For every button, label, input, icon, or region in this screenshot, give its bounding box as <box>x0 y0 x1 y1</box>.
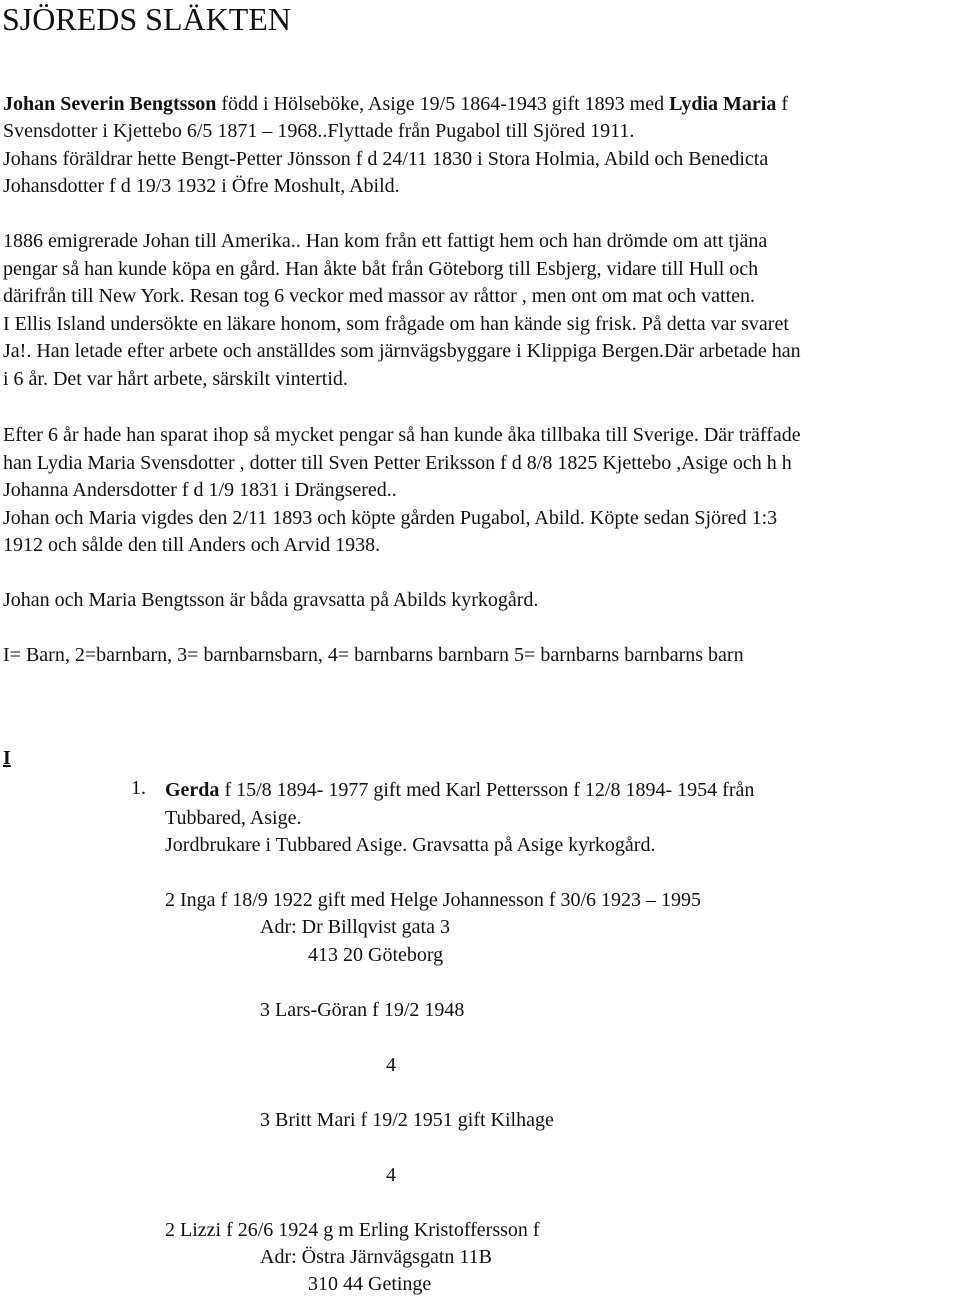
lizzi-line: 2 Lizzi f 26/6 1924 g m Erling Kristoffersson f <box>165 1219 540 1241</box>
burial-line: Johan och Maria Bengtsson är båda gravsatta på Abilds kyrkogård. <box>3 589 539 611</box>
lizzi-address-2: 310 44 Getinge <box>308 1273 432 1295</box>
gerda-line-1 <box>165 778 754 802</box>
lydia-name: Lydia Maria <box>669 93 777 115</box>
gerda-line-2: Tubbared, Asige. <box>165 807 302 829</box>
generation-legend: I= Barn, 2=barnbarn, 3= barnbarnsbarn, 4= barnbarns barnbarn 5= barnbarns barnbarns barn <box>3 644 744 666</box>
return-line-1: Efter 6 år hade han sparat ihop så mycket pengar så han kunde åka tillbaka till Sverige. Där träffade <box>3 424 801 446</box>
story-line-6: i 6 år. Det var hårt arbete, särskilt vintertid. <box>3 368 348 390</box>
generation-4-marker-1: 4 <box>386 1054 396 1076</box>
return-line-2: han Lydia Maria Svensdotter , dotter till Sven Petter Eriksson f d 8/8 1825 Kjettebo ,Asige och h h <box>3 452 792 474</box>
story-line-5: Ja!. Han letade efter arbete och anställdes som järnvägsbyggare i Klippiga Bergen.Där arbetade han <box>3 340 801 362</box>
return-line-5: 1912 och sålde den till Anders och Arvid 1938. <box>3 534 381 556</box>
generation-4-marker-2: 4 <box>386 1164 396 1186</box>
britt-line: 3 Britt Mari f 19/2 1951 gift Kilhage <box>260 1109 554 1131</box>
inga-line: 2 Inga f 18/9 1922 gift med Helge Johannesson f 30/6 1923 – 1995 <box>165 889 702 911</box>
intro-line-2: Svensdotter i Kjettebo 6/5 1871 – 1968..Flyttade från Pugabol till Sjöred 1911. <box>3 120 635 142</box>
story-line-4: I Ellis Island undersökte en läkare honom, som frågade om han kände sig frisk. På detta var svaret <box>3 313 789 335</box>
gerda-name: Gerda <box>165 779 220 801</box>
gerda-line-3: Jordbrukare i Tubbared Asige. Gravsatta på Asige kyrkogård. <box>165 834 656 856</box>
inga-address-2: 413 20 Göteborg <box>308 944 444 966</box>
story-line-2: pengar så han kunde köpa en gård. Han åkte båt från Göteborg till Esbjerg, vidare till Hull och <box>3 258 759 280</box>
intro-text: född i Hölseböke, Asige 19/5 1864-1943 gift 1893 med <box>216 93 670 115</box>
johan-name: Johan Severin Bengtsson <box>3 93 217 115</box>
intro-text-end: f <box>776 93 789 115</box>
intro-line-4: Johansdotter f d 19/3 1932 i Öfre Moshult, Abild. <box>3 175 400 197</box>
intro-line-3: Johans föräldrar hette Bengt-Petter Jönsson f d 24/11 1830 i Stora Holmia, Abild och Benedicta <box>3 148 769 170</box>
return-line-3: Johanna Andersdotter f d 1/9 1831 i Drängsered.. <box>3 479 397 501</box>
story-line-1: 1886 emigrerade Johan till Amerika.. Han kom från ett fattigt hem och han drömde om att tjäna <box>3 230 768 252</box>
return-line-4: Johan och Maria vigdes den 2/11 1893 och köpte gården Pugabol, Abild. Köpte sedan Sjöred 1:3 <box>3 507 778 529</box>
intro-line-1 <box>3 92 788 116</box>
document-title: SJÖREDS SLÄKTEN <box>2 1 291 37</box>
inga-address-1: Adr: Dr Billqvist gata 3 <box>260 916 450 938</box>
gerda-details: f 15/8 1894- 1977 gift med Karl Pettersson f 12/8 1894- 1954 från <box>219 779 755 801</box>
story-line-3: därifrån till New York. Resan tog 6 veckor med massor av råttor , men ont om mat och vatten. <box>3 285 756 307</box>
lizzi-address-1: Adr: Östra Järnvägsgatn 11B <box>260 1246 492 1268</box>
lars-line: 3 Lars-Göran f 19/2 1948 <box>260 999 465 1021</box>
section-label: I <box>3 747 11 769</box>
list-number: 1. <box>131 777 146 799</box>
